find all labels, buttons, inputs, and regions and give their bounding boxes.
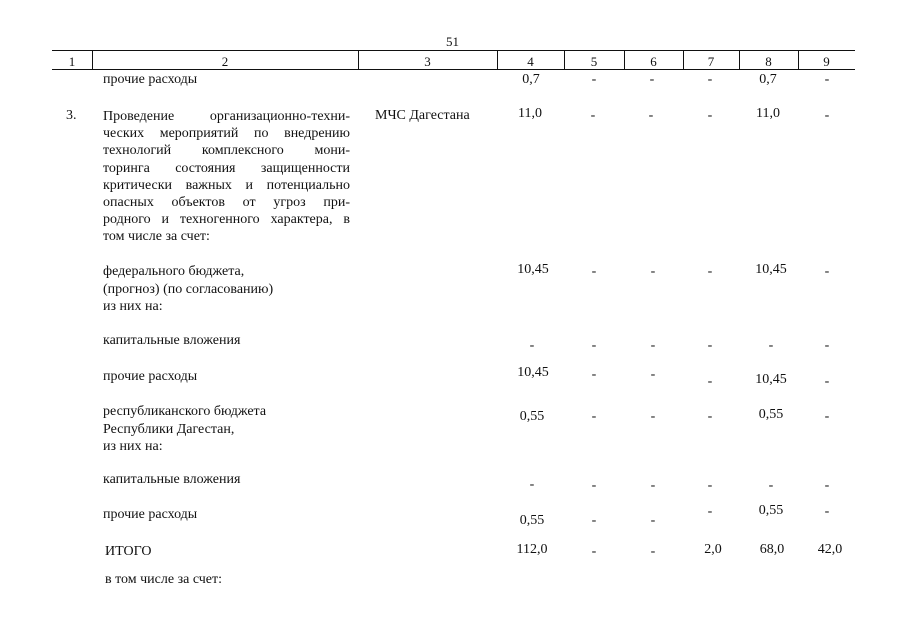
column-header-5: 5 <box>590 54 598 69</box>
federal-budget-label-line: (прогноз) (по согласованию) <box>103 281 274 297</box>
item-description-line: том числе за счет: <box>103 229 210 245</box>
item-c6: - <box>648 108 654 123</box>
column-header-6: 6 <box>650 54 657 69</box>
item-description-line: ческих мероприятий по внедрению <box>103 126 350 142</box>
item-description <box>103 108 350 246</box>
item-c9: - <box>824 108 830 123</box>
republic-other-c7: - <box>707 504 713 519</box>
row-other-expenses-c6: - <box>649 72 655 87</box>
republic-capital-c5: - <box>591 478 597 493</box>
row-other-expenses-c5: - <box>591 72 597 87</box>
row-other-expenses-c9: - <box>824 72 830 87</box>
item-description-line: критически важных и потенциально <box>103 177 350 193</box>
federal-budget-label-line: из них на: <box>103 299 163 314</box>
republic-capital-label: капитальные вложения <box>103 472 241 487</box>
total-c9: 42,0 <box>817 542 843 557</box>
item-description-line: технологий комплексного мони- <box>103 143 350 159</box>
republic-budget-label <box>103 403 266 456</box>
federal-other-c6: - <box>650 367 656 382</box>
republic-budget-label-line: Республики Дагестан, <box>103 421 235 437</box>
republic-other-c8: 0,55 <box>758 503 784 518</box>
federal-budget-c5: - <box>591 264 597 279</box>
federal-budget-c4: 10,45 <box>517 262 549 277</box>
item-description-line: Проведение организационно-техни- <box>103 109 350 124</box>
federal-capital-c8: - <box>768 338 774 353</box>
item-number: 3. <box>66 108 77 123</box>
column-header-2: 2 <box>221 54 229 69</box>
republic-other-c6: - <box>650 513 656 528</box>
federal-other-c8: 10,45 <box>755 372 787 387</box>
federal-budget-c7: - <box>707 264 713 279</box>
republic-capital-c6: - <box>650 478 656 493</box>
total-c6: - <box>650 544 656 559</box>
total-c5: - <box>591 544 597 559</box>
item-description-line: родного и техногенного характера, в <box>103 212 350 228</box>
column-header-1: 1 <box>68 54 76 69</box>
republic-budget-c8: 0,55 <box>758 407 784 422</box>
republic-budget-label-line: республиканского бюджета <box>103 404 267 419</box>
row-other-expenses-label: прочие расходы <box>103 72 198 87</box>
federal-budget-c9: - <box>824 264 830 279</box>
republic-budget-c6: - <box>650 409 656 424</box>
federal-capital-c6: - <box>650 338 656 353</box>
republic-capital-c8: - <box>768 478 774 493</box>
republic-budget-c4: 0,55 <box>519 409 545 424</box>
item-c8: 11,0 <box>756 106 780 121</box>
republic-budget-c5: - <box>591 409 597 424</box>
total-c7: 2,0 <box>704 542 722 557</box>
column-header-3: 3 <box>424 54 431 69</box>
column-header-7: 7 <box>707 54 715 69</box>
federal-other-c5: - <box>591 367 597 382</box>
republic-budget-c7: - <box>707 409 713 424</box>
federal-budget-c6: - <box>650 264 656 279</box>
row-other-expenses-c4: 0,7 <box>522 72 540 87</box>
federal-capital-c9: - <box>824 338 830 353</box>
republic-other-c5: - <box>591 513 597 528</box>
item-description-line: опасных объектов от угроз при- <box>103 194 350 210</box>
column-header-9: 9 <box>823 54 830 69</box>
republic-other-label: прочие расходы <box>103 507 198 522</box>
row-other-expenses-c8: 0,7 <box>759 72 777 87</box>
column-header-8: 8 <box>765 54 772 69</box>
item-c4: 11,0 <box>518 106 542 121</box>
republic-budget-c9: - <box>824 409 830 424</box>
header-top-rule <box>52 50 855 51</box>
item-description-line: торинга состояния защищенности <box>103 160 350 176</box>
republic-other-c4: 0,55 <box>519 513 545 528</box>
item-executor: МЧС Дагестана <box>375 108 470 123</box>
item-c7: - <box>707 108 713 123</box>
federal-other-c4: 10,45 <box>517 365 549 380</box>
column-header-4: 4 <box>527 54 534 69</box>
republic-other-c9: - <box>824 504 830 519</box>
federal-other-label: прочие расходы <box>103 369 198 384</box>
federal-capital-c4: - <box>529 338 535 353</box>
row-other-expenses-c7: - <box>707 72 713 87</box>
republic-capital-c4: - <box>529 477 535 492</box>
republic-capital-c9: - <box>824 478 830 493</box>
federal-other-c9: - <box>824 374 830 389</box>
including-label: в том числе за счет: <box>105 572 223 587</box>
federal-capital-label: капитальные вложения <box>103 333 241 348</box>
total-label: ИТОГО <box>105 544 152 559</box>
republic-capital-c7: - <box>707 478 713 493</box>
total-c4: 112,0 <box>516 542 548 557</box>
republic-budget-label-line: из них на: <box>103 439 163 454</box>
federal-budget-label-line: федерального бюджета, <box>103 264 245 279</box>
federal-capital-c5: - <box>591 338 597 353</box>
item-c5: - <box>590 108 596 123</box>
total-c8: 68,0 <box>759 542 785 557</box>
federal-capital-c7: - <box>707 338 713 353</box>
federal-other-c7: - <box>707 374 713 389</box>
page-number: 51 <box>446 34 459 49</box>
federal-budget-c8: 10,45 <box>755 262 787 277</box>
federal-budget-label <box>103 263 273 316</box>
